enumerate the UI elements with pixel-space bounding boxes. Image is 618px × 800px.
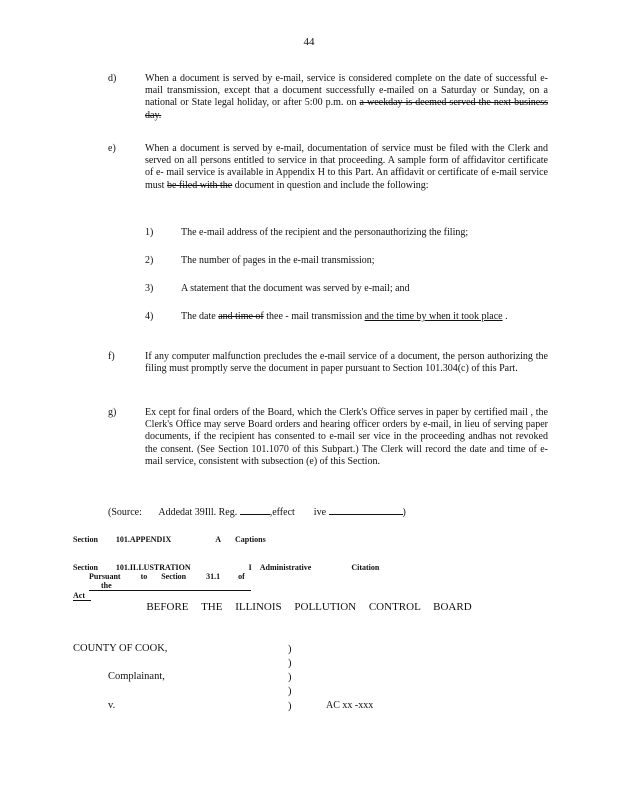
text-run: When a document is served by e-mail, service is considered complete on the date of successful e-mail transmission, except that a document successfully e-mailed on a Saturday or Sunday, on a national or State legal holiday, or after 5:00 p.m. on	[145, 73, 548, 109]
paragraph-label: g)	[108, 407, 117, 418]
subparagraph-text	[181, 227, 545, 239]
text-run: .	[502, 311, 508, 322]
section-illustration-i: Section 101.ILLUSTRATION I Administrative Citation Pursuant to Section 31.1 of the Act	[73, 563, 380, 600]
case-number: AC xx -xxx	[326, 700, 374, 711]
county-label: COUNTY OF COOK,	[73, 643, 168, 654]
subparagraph-label: 4)	[145, 311, 154, 322]
paragraph-text	[145, 407, 548, 468]
paragraph-text	[145, 73, 548, 122]
paragraph-e	[108, 143, 548, 192]
complainant-label: Complainant,	[108, 671, 165, 682]
caption-paren: )	[288, 672, 292, 683]
inserted-text: and the time by when it took place	[364, 311, 503, 322]
text-run: thee - mail transmission	[263, 311, 365, 322]
board-heading: BEFORE THE ILLINOIS POLLUTION CONTROL BOARD	[146, 601, 472, 613]
paragraph-label: d)	[108, 73, 117, 84]
subparagraph-text	[181, 311, 541, 323]
subparagraph-3	[145, 283, 545, 295]
text-run: If any computer malfunction precludes the e-mail service of a document, the person authorizing the filing must promptly serve the document in paper pursuant to Section 101.304(c) of this Part.	[145, 351, 548, 375]
text-run: When a document is served by e-mail, documentation of service must be filed with the Clerk and served on all persons entitled to service in that proceeding. A sample form of affidavitor certificate of e- mail service is available in Appendix H to this Part. An affidavit or certificate of e-mail service must	[145, 143, 548, 191]
paragraph-text	[145, 351, 548, 375]
paragraph-text	[145, 143, 548, 192]
struck-text: a weekday is deemed served the next business day.	[145, 97, 548, 121]
subparagraph-4	[145, 311, 545, 323]
page-number: 44	[303, 36, 315, 48]
subparagraph-label: 3)	[145, 283, 154, 294]
paragraph-label: f)	[108, 351, 115, 362]
paragraph-label: e)	[108, 143, 116, 154]
subparagraph-label: 2)	[145, 255, 154, 266]
section-illustration-underlined: Pursuant to Section 31.1 of the	[89, 572, 251, 591]
caption-paren: )	[288, 686, 292, 697]
source-blank-2	[329, 505, 403, 515]
text-run: document in question and include the following:	[232, 179, 429, 191]
subparagraph-label: 1)	[145, 227, 154, 238]
caption-paren: )	[288, 701, 292, 712]
text-run: A statement that the document was served by e-mail; and	[181, 283, 410, 294]
paragraph-d	[108, 73, 548, 122]
caption-paren: )	[288, 658, 292, 669]
subparagraph-2	[145, 255, 545, 267]
versus-label: v.	[108, 700, 116, 711]
text-run: The number of pages in the e-mail transmission;	[181, 255, 375, 266]
paragraph-g	[108, 407, 548, 468]
subparagraph-text	[181, 255, 545, 267]
paragraph-f	[108, 351, 548, 375]
caption-paren: )	[288, 644, 292, 655]
subparagraph-1	[145, 227, 545, 239]
section-appendix-a: Section 101.APPENDIX A Captions	[73, 535, 266, 544]
struck-text: and time of	[218, 311, 264, 322]
text-run: The e-mail address of the recipient and the personauthorizing the filing;	[181, 227, 469, 238]
source-note: (Source: Addedat 39Ill. Reg. ,effect ive )	[108, 507, 406, 518]
source-blank-1	[240, 505, 270, 515]
struck-text: be filed with the	[166, 179, 233, 191]
text-run: The date	[181, 311, 219, 322]
text-run: Ex cept for final orders of the Board, which the Clerk's Office serves in paper by certified mail , the Clerk's Office may serve Board orders and hearing officer orders by e-mail, in lieu of serving paper documents, if the recipient has consented to e-mail ser vice in the proceeding andhas not revoked the consent. (See Section 101.1070 of this Subpart.) The Clerk will record the date and time of e-mail service, consistent with subsection (e) of this Section.	[145, 407, 548, 467]
subparagraph-text	[181, 283, 545, 295]
